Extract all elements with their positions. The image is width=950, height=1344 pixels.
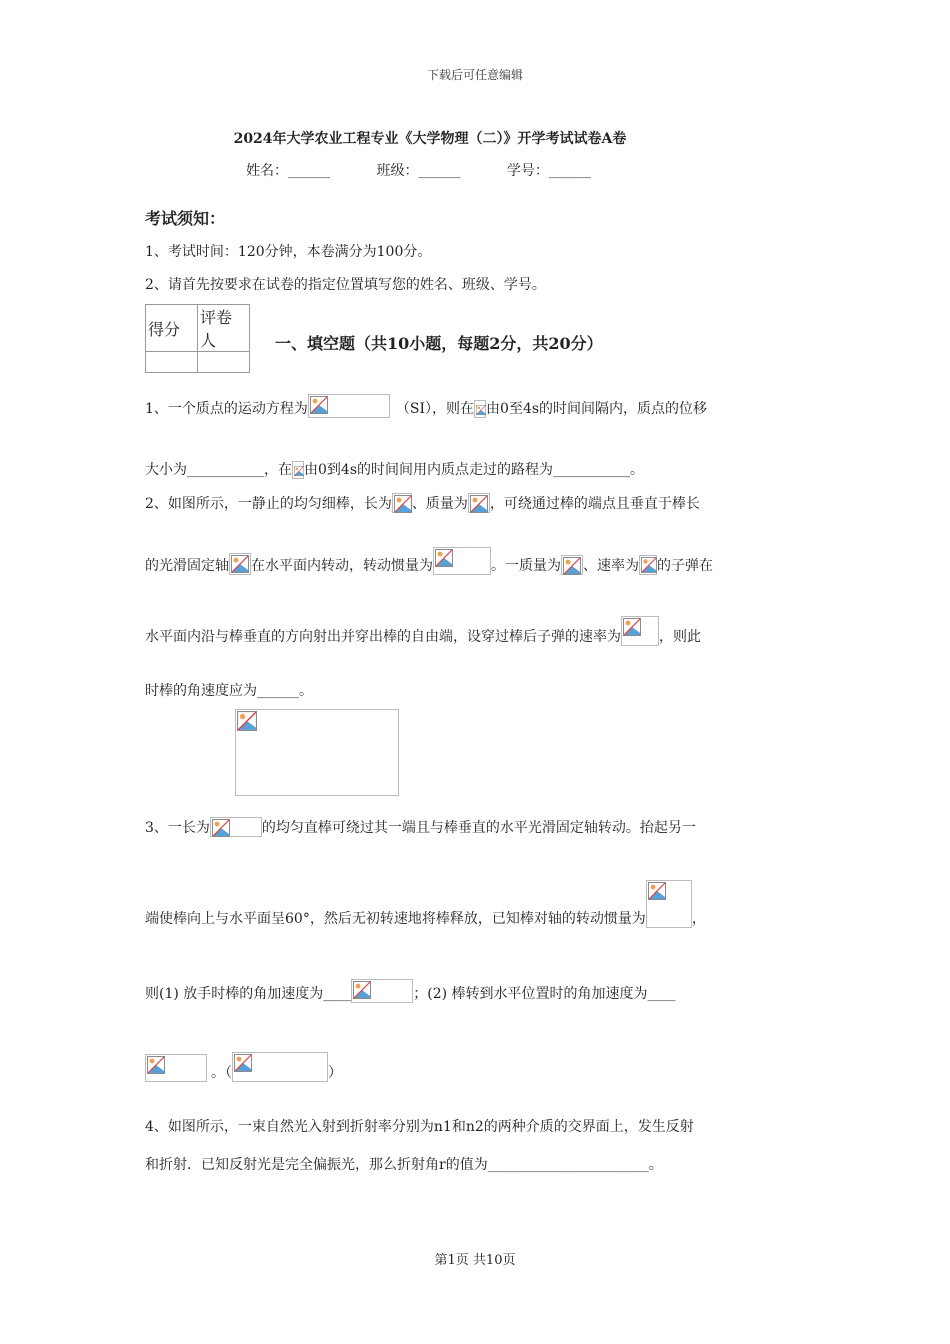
grader-header: 评卷人: [198, 305, 250, 352]
variable-image: [561, 555, 583, 575]
q1-line-1: [145, 394, 707, 418]
broken-image-icon: [470, 495, 488, 513]
equation-image: [232, 1052, 328, 1082]
equation-image: [145, 1054, 207, 1082]
q3-text-h: ）: [328, 1065, 342, 1081]
variable-image: [292, 461, 304, 479]
q3-line-3: [145, 979, 676, 1003]
broken-image-icon: [353, 981, 371, 999]
q1-text-e: 由0到4s的时间间用内质点走过的路程为___________。: [304, 462, 644, 478]
figure-image: [235, 709, 399, 796]
broken-image-icon: [294, 463, 304, 479]
broken-image-icon: [231, 555, 249, 573]
q2-text-d: 的光滑固定轴: [145, 558, 229, 574]
notice-item-1: 1、考试时间：120分钟，本卷满分为100分。: [145, 244, 432, 260]
page-title: 2024年大学农业工程专业《大学物理（二）》开学考试试卷A卷: [233, 131, 627, 147]
score-table: [145, 304, 250, 373]
q2-text-f: 。一质量为: [491, 558, 561, 574]
q2-text-e: 在水平面内转动，转动惯量为: [251, 558, 433, 574]
q4-line-1: 4、如图所示，一束自然光入射到折射率分别为n1和n2的两种介质的交界面上，发生反射: [145, 1119, 694, 1135]
student-info-row: [246, 160, 591, 180]
score-cell: [146, 352, 198, 373]
variable-image: [639, 555, 657, 575]
q4-line-2: 和折射．已知反射光是完全偏振光，那么折射角r的值为_______________________。: [145, 1157, 663, 1173]
variable-image: [392, 493, 412, 513]
q3-line-2: [145, 880, 706, 928]
q3-text-c: 端使棒向上与水平面呈60°，然后无初转速地将棒释放，已知棒对轴的转动惯量为: [145, 911, 646, 927]
variable-image: [468, 493, 490, 513]
q3-text-e: 则(1) 放手时棒的角加速度为____: [145, 986, 352, 1002]
equation-image: [351, 979, 413, 1003]
broken-image-icon: [310, 396, 328, 414]
q1-line-2: [145, 459, 644, 479]
q1-text-c: 由0至4s的时间间隔内，质点的位移: [486, 401, 708, 417]
q2-text-b: 、质量为: [411, 496, 468, 512]
q2-line-1: [145, 493, 700, 513]
q3-text-f: ；(2) 棒转到水平位置时的角加速度为____: [413, 986, 676, 1002]
class-field: 班级：______: [376, 163, 461, 179]
q1-text-a: 1、一个质点的运动方程为: [145, 401, 308, 417]
broken-image-icon: [394, 495, 412, 513]
equation-image: [646, 880, 692, 928]
q2-text-c: ，可绕通过棒的端点且垂直于棒长: [489, 496, 700, 512]
q1-text-d: 大小为___________，在: [145, 462, 292, 478]
variable-image: [474, 400, 486, 418]
broken-image-icon: [563, 557, 581, 575]
q3-text-g: 。（: [211, 1065, 232, 1081]
broken-image-icon: [147, 1056, 165, 1074]
q2-text-i: 水平面内沿与棒垂直的方向射出并穿出棒的自由端，设穿过棒后子弹的速率为: [145, 629, 621, 645]
equation-image: [433, 547, 491, 575]
q1-text-b: （SI），则在: [395, 401, 475, 417]
score-header: 得分: [146, 305, 198, 352]
notice-item-2: 2、请首先按要求在试卷的指定位置填写您的姓名、班级、学号。: [145, 277, 546, 293]
student-id-field: 学号：______: [506, 163, 591, 179]
broken-image-icon: [234, 1054, 252, 1072]
broken-image-icon: [648, 882, 666, 900]
page-footer: 第1页 共10页: [434, 1253, 516, 1268]
notice-title: 考试须知：: [145, 209, 226, 228]
equation-image: [621, 616, 659, 646]
equation-image: [308, 394, 390, 418]
broken-image-icon: [476, 402, 486, 418]
q2-text-g: 、速率为: [583, 558, 639, 574]
q3-text-a: 3、一长为: [145, 820, 210, 836]
grader-cell: [198, 352, 250, 373]
broken-image-icon: [641, 557, 657, 573]
variable-image: [229, 553, 251, 575]
q2-line-4: 时棒的角速度应为______。: [145, 683, 313, 699]
header-note: 下载后可任意编辑: [426, 68, 523, 82]
q3-text-d: ，: [691, 911, 706, 927]
name-field: 姓名：______: [246, 163, 330, 179]
q3-line-4: [145, 1052, 342, 1082]
broken-image-icon: [237, 711, 257, 731]
section-title: 一、填空题（共10小题，每题2分，共20分）: [275, 334, 603, 353]
broken-image-icon: [623, 618, 641, 636]
broken-image-icon: [212, 819, 230, 837]
q2-text-j: ，则此: [659, 629, 701, 645]
q3-text-b: 的均匀直棒可绕过其一端且与棒垂直的水平光滑固定轴转动。抬起另一: [261, 820, 696, 836]
broken-image-icon: [435, 549, 453, 567]
equation-image: [210, 817, 262, 837]
q2-text-a: 2、如图所示，一静止的均匀细棒，长为: [145, 496, 392, 512]
q2-text-h: 的子弹在: [657, 558, 713, 574]
q3-line-1: [145, 817, 696, 837]
q2-line-3: [145, 616, 701, 646]
q2-line-2: [145, 547, 713, 575]
